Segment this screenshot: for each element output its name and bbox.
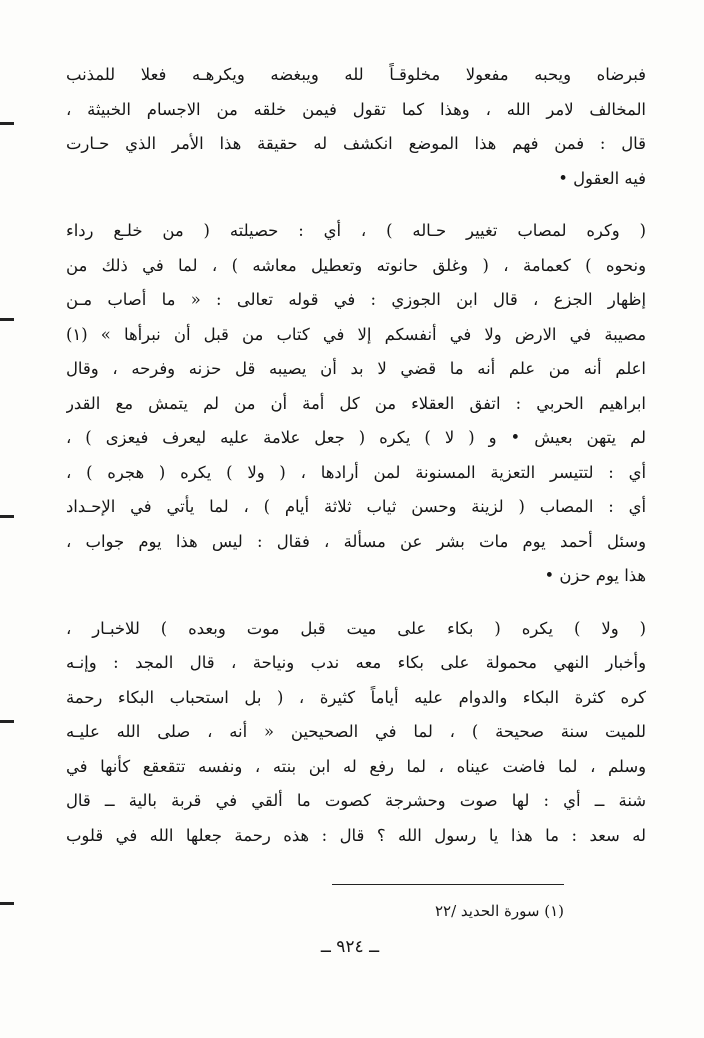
footnote: (١) سورة الحديد /٢٢ xyxy=(434,902,564,920)
page-number: ــ ٩٢٤ ــ xyxy=(320,937,380,957)
text-line: ( ولا ) يكره ( بكاء على ميت قبل موت وبعده ) للاخبـار ، xyxy=(66,618,646,638)
text-line: مصيبة في الارض ولا في أنفسكم إلا في كتاب من قبل أن نبرأها » (١) xyxy=(66,324,646,344)
text-line: وأخبار النهي محمولة على بكاء معه ندب ونياحة ، قال المجد : وإنـه xyxy=(66,653,646,672)
main-text xyxy=(66,58,646,853)
text-line: للميت سنة صحيحة ) ، لما في الصحيحين « أنه ، صلى الله عليـه xyxy=(66,722,646,741)
scan-edge-mark xyxy=(0,720,14,723)
text-line: هذا يوم حزن • xyxy=(544,566,646,585)
text-line: وسئل أحمد يوم مات بشر عن مسألة ، فقال : ليس هذا يوم جواب ، xyxy=(66,531,646,551)
scan-edge-mark xyxy=(0,515,14,518)
text-line: أي : لتتيسر التعزية المسنونة لمن أرادها ، ( ولا ) يكره ( هجره ) ، xyxy=(66,462,646,482)
footnote-divider xyxy=(332,884,564,885)
text-line: فيه العقول • xyxy=(558,168,646,188)
text-line: لم يتهن بعيش • و ( لا ) يكره ( جعل علامة عليه ليعرف فيعزى ) ، xyxy=(66,428,646,447)
scan-edge-mark xyxy=(0,902,14,905)
text-line: فبرضاه ويحبه مفعولا مخلوقـاً لله ويبغضه ويكرهـه فعلا للمذنب xyxy=(66,65,646,84)
text-line: كره كثرة البكاء والدوام عليه أياماً كثيرة ، ( بل استحباب البكاء رحمة xyxy=(66,687,646,707)
text-line: له سعد : ما هذا يا رسول الله ؟ قال : هذه رحمة جعلها الله في قلوب xyxy=(66,825,646,845)
scan-edge-mark xyxy=(0,122,14,125)
text-line: أي : المصاب ( لزينة وحسن ثياب ثلاثة أيام ) ، لما يأتي في الإحـداد xyxy=(66,497,646,516)
text-line: ( وكره لمصاب تغيير حـاله ) ، أي : حصيلته ( من خلـع رداء xyxy=(66,221,646,240)
scan-edge-mark xyxy=(0,318,14,321)
text-line: ونحوه ) كعمامة ، ( وغلق حانوته وتعطيل معاشه ) ، لما في ذلك من xyxy=(66,255,646,275)
text-line: اعلم أنه من علم أنه ما قضي لا بد أن يصيبه قل حزنه وفرحه ، وقال xyxy=(66,359,646,378)
paragraph-gap xyxy=(66,196,646,214)
text-line: المخالف لامر الله ، وهذا كما تقول فيمن خلقه من الاجسام الخبيثة ، xyxy=(66,99,646,119)
paragraph-gap xyxy=(66,594,646,612)
text-line: قال : فمن فهم هذا الموضع انكشف له حقيقة هذا الأمر الذي حـارت xyxy=(66,134,646,153)
text-line: ابراهيم الحربي : اتفق العقلاء من كل أمة أن من لم يتمش مع القدر xyxy=(66,393,646,413)
text-line: وسلم ، لما فاضت عيناه ، لما رفع له ابن بنته ، ونفسه تتقعقع كأنها في xyxy=(66,756,646,776)
text-line: شنة ــ أي : لها صوت وحشرجة كصوت ما ألقي في قربة بالية ــ قال xyxy=(66,791,646,810)
text-line: إظهار الجزع ، قال ابن الجوزي : في قوله تعالى : « ما أصاب مـن xyxy=(66,290,646,309)
